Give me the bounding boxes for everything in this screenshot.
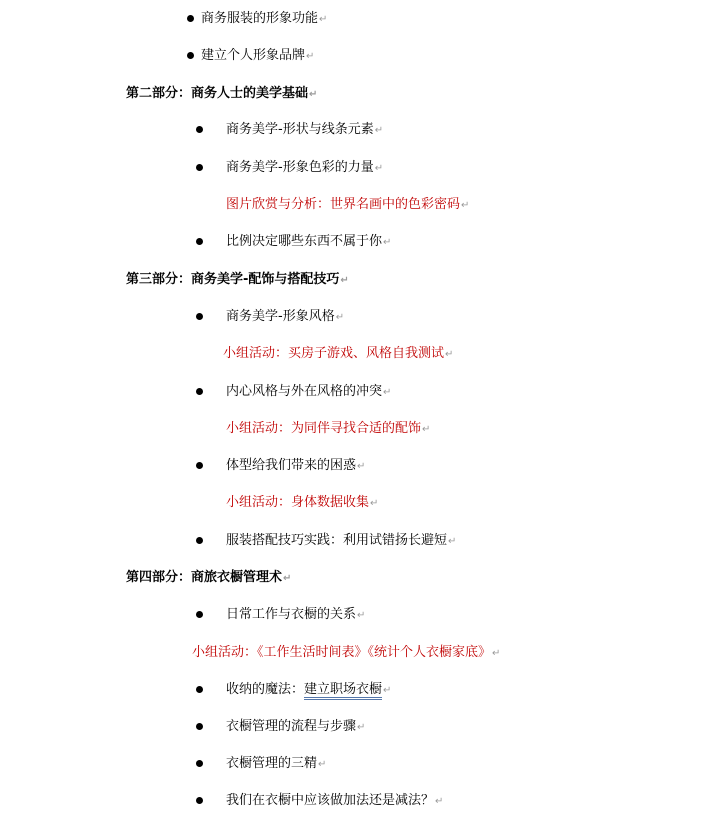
list-item: 商务美学-形象风格↵ bbox=[226, 309, 345, 324]
list-item: 衣橱管理的三精↵ bbox=[226, 756, 327, 771]
list-item: 比例决定哪些东西不属于你↵ bbox=[226, 234, 392, 249]
paragraph-mark-icon: ↵ bbox=[383, 237, 392, 248]
paragraph-mark-icon: ↵ bbox=[318, 759, 327, 770]
section-heading: 第四部分：商旅衣橱管理术↵ bbox=[126, 570, 292, 585]
paragraph-mark-icon: ↵ bbox=[374, 125, 384, 136]
paragraph-mark-icon: ↵ bbox=[383, 387, 392, 398]
bullet-icon bbox=[196, 760, 203, 767]
bullet-icon bbox=[196, 611, 203, 618]
paragraph-mark-icon: ↵ bbox=[357, 610, 366, 621]
bullet-icon bbox=[187, 52, 194, 59]
paragraph-mark-icon: ↵ bbox=[461, 200, 470, 211]
section-heading: 第二部分：商务人士的美学基础↵ bbox=[126, 86, 318, 101]
list-item: 日常工作与衣橱的关系↵ bbox=[226, 607, 366, 622]
paragraph-mark-icon: ↵ bbox=[357, 722, 366, 733]
paragraph-mark-icon: ↵ bbox=[383, 685, 392, 696]
paragraph-mark-icon: ↵ bbox=[357, 461, 366, 472]
paragraph-mark-icon: ↵ bbox=[448, 536, 457, 547]
paragraph-mark-icon: ↵ bbox=[309, 89, 318, 100]
paragraph-mark-icon: ↵ bbox=[435, 796, 444, 807]
paragraph-mark-icon: ↵ bbox=[445, 349, 454, 360]
paragraph-mark-icon: ↵ bbox=[422, 424, 431, 435]
list-item: 商务服装的形象功能↵ bbox=[201, 11, 328, 26]
list-item: 商务美学-形象色彩的力量↵ bbox=[226, 160, 384, 175]
list-item: 商务美学-形状与线条元素↵ bbox=[226, 122, 384, 137]
paragraph-mark-icon: ↵ bbox=[306, 51, 315, 62]
paragraph-mark-icon: ↵ bbox=[492, 648, 501, 659]
bullet-icon bbox=[196, 313, 203, 320]
paragraph-mark-icon: ↵ bbox=[319, 14, 328, 25]
list-item: 服装搭配技巧实践：利用试错扬长避短↵ bbox=[226, 533, 457, 548]
paragraph-mark-icon: ↵ bbox=[340, 275, 349, 286]
paragraph-mark-icon: ↵ bbox=[335, 312, 345, 323]
storage-item-link[interactable]: 建立职场衣橱 bbox=[304, 682, 382, 700]
bullet-icon bbox=[187, 15, 194, 22]
activity-note: 图片欣赏与分析：世界名画中的色彩密码↵ bbox=[226, 197, 470, 212]
section-heading: 第三部分：商务美学-配饰与搭配技巧↵ bbox=[126, 272, 349, 287]
list-item: 体型给我们带来的困惑↵ bbox=[226, 458, 366, 473]
list-item: 衣橱管理的流程与步骤↵ bbox=[226, 719, 366, 734]
bullet-icon bbox=[196, 797, 203, 804]
bullet-icon bbox=[196, 723, 203, 730]
paragraph-mark-icon: ↵ bbox=[374, 163, 384, 174]
paragraph-mark-icon: ↵ bbox=[283, 573, 292, 584]
bullet-icon bbox=[196, 388, 203, 395]
bullet-icon bbox=[196, 238, 203, 245]
activity-note: 小组活动：《工作生活时间表》《统计个人衣橱家底》↵ bbox=[192, 645, 501, 660]
paragraph-mark-icon: ↵ bbox=[370, 498, 379, 509]
bullet-icon bbox=[196, 126, 203, 133]
bullet-icon bbox=[196, 537, 203, 544]
list-item: 收纳的魔法：建立职场衣橱↵ bbox=[226, 682, 391, 698]
activity-note: 小组活动：身体数据收集↵ bbox=[226, 495, 379, 510]
bullet-icon bbox=[196, 164, 203, 171]
list-item: 建立个人形象品牌↵ bbox=[201, 48, 315, 63]
bullet-icon bbox=[196, 462, 203, 469]
activity-note: 小组活动：为同伴寻找合适的配饰↵ bbox=[226, 421, 431, 436]
list-item: 内心风格与外在风格的冲突↵ bbox=[226, 384, 392, 399]
bullet-icon bbox=[196, 686, 203, 693]
list-item: 我们在衣橱中应该做加法还是减法？↵ bbox=[226, 793, 444, 808]
activity-note: 小组活动：买房子游戏、风格自我测试↵ bbox=[223, 346, 454, 361]
